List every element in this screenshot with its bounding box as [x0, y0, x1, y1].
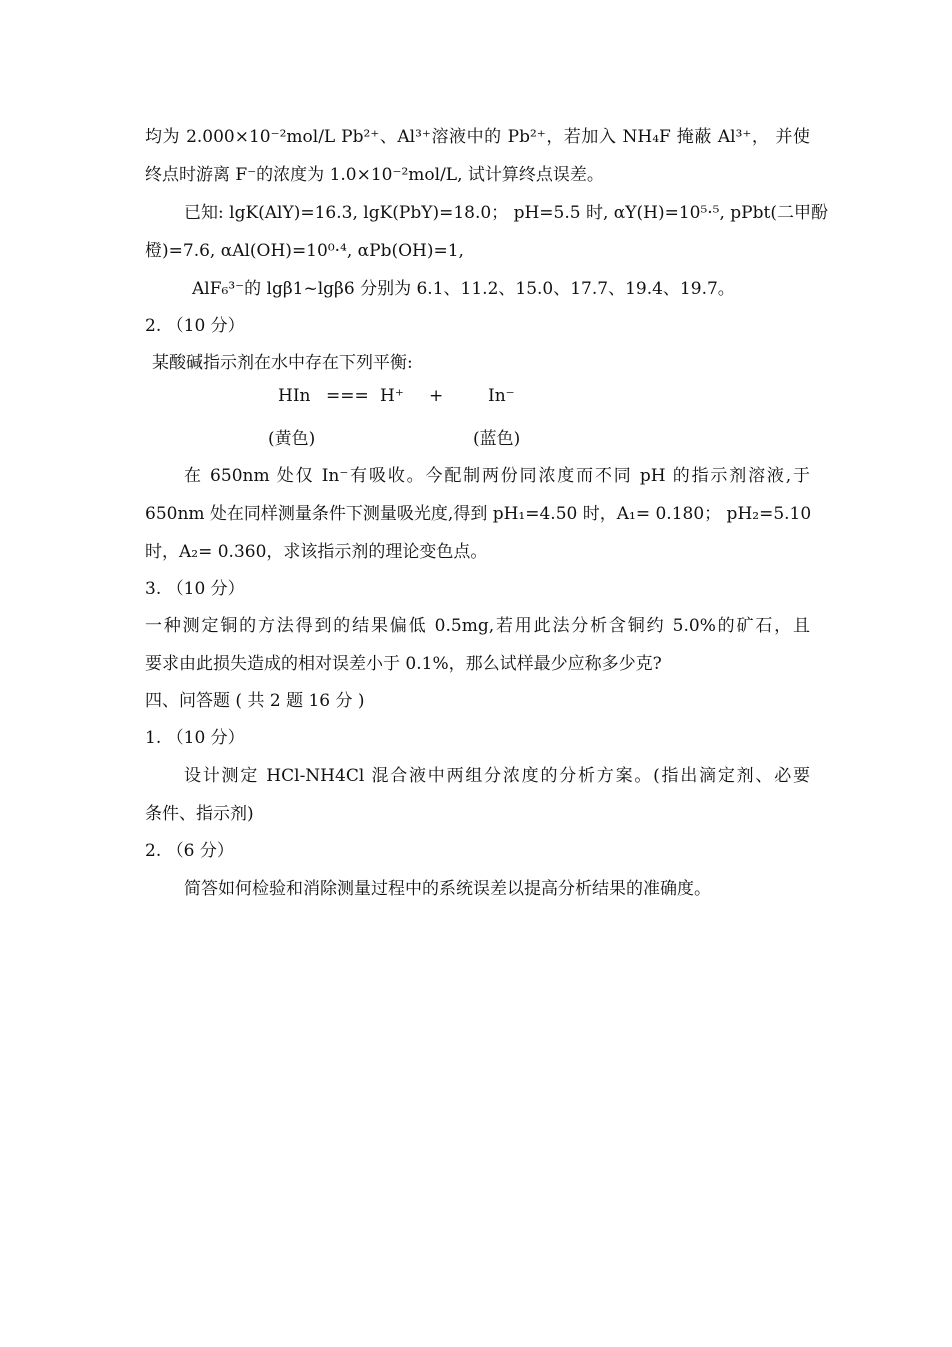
problem1-line2: 终点时游离 F⁻的浓度为 1.0×10⁻²mol/L, 试计算终点误差。 [145, 165, 604, 185]
section4-q1-line1: 设计测定 HCl-NH4Cl 混合液中两组分浓度的分析方案。(指出滴定剂、必要 [184, 766, 810, 786]
problem3-heading: 3. （10 分） [145, 579, 245, 599]
problem2-line2: 650nm 处在同样测量条件下测量吸光度,得到 pH₁=4.50 时，A₁= 0.180； pH₂=5.10 [145, 504, 812, 524]
problem2-line3: 时，A₂= 0.360，求该指示剂的理论变色点。 [145, 542, 488, 562]
section4-q1-line2: 条件、指示剂) [145, 804, 254, 824]
section4-q1-heading: 1. （10 分） [145, 728, 245, 748]
equation-hin: HIn [278, 386, 311, 406]
problem1-line1: 均为 2.000×10⁻²mol/L Pb²⁺、Al³⁺溶液中的 Pb²⁺，若加入 NH₄F 掩蔽 Al³⁺， 并使 [145, 127, 810, 147]
equation-in-minus: In⁻ [488, 386, 515, 406]
problem2-heading: 2. （10 分） [145, 316, 245, 336]
problem1-line5: AlF₆³⁻的 lgβ1~lgβ6 分别为 6.1、11.2、15.0、17.7、19.4、19.7。 [192, 279, 735, 299]
equation-h-plus: H⁺ [380, 386, 404, 406]
problem2-intro: 某酸碱指示剂在水中存在下列平衡: [152, 353, 413, 373]
problem1-line3: 已知: lgK(AlY)=16.3, lgK(PbY)=18.0； pH=5.5 时, αY(H)=10⁵·⁵, pPbt(二甲酚 [184, 203, 828, 223]
equation-plus: + [429, 386, 444, 406]
label-yellow: (黄色) [268, 429, 316, 449]
problem3-line1: 一种测定铜的方法得到的结果偏低 0.5mg,若用此法分析含铜约 5.0%的矿石，且 [145, 616, 810, 636]
section4-q2-heading: 2. （6 分） [145, 841, 234, 861]
section4-title: 四、问答题 ( 共 2 题 16 分 ) [145, 691, 365, 711]
label-blue: (蓝色) [473, 429, 521, 449]
equation-equilibrium-sign: === [326, 386, 369, 406]
problem3-line2: 要求由此损失造成的相对误差小于 0.1%，那么试样最少应称多少克? [145, 654, 662, 674]
section4-q2-line1: 简答如何检验和消除测量过程中的系统误差以提高分析结果的准确度。 [184, 879, 711, 899]
problem2-line1: 在 650nm 处仅 In⁻有吸收。今配制两份同浓度而不同 pH 的指示剂溶液,于 [184, 466, 810, 486]
problem1-line4: 橙)=7.6, αAl(OH)=10⁰·⁴, αPb(OH)=1, [145, 241, 464, 261]
